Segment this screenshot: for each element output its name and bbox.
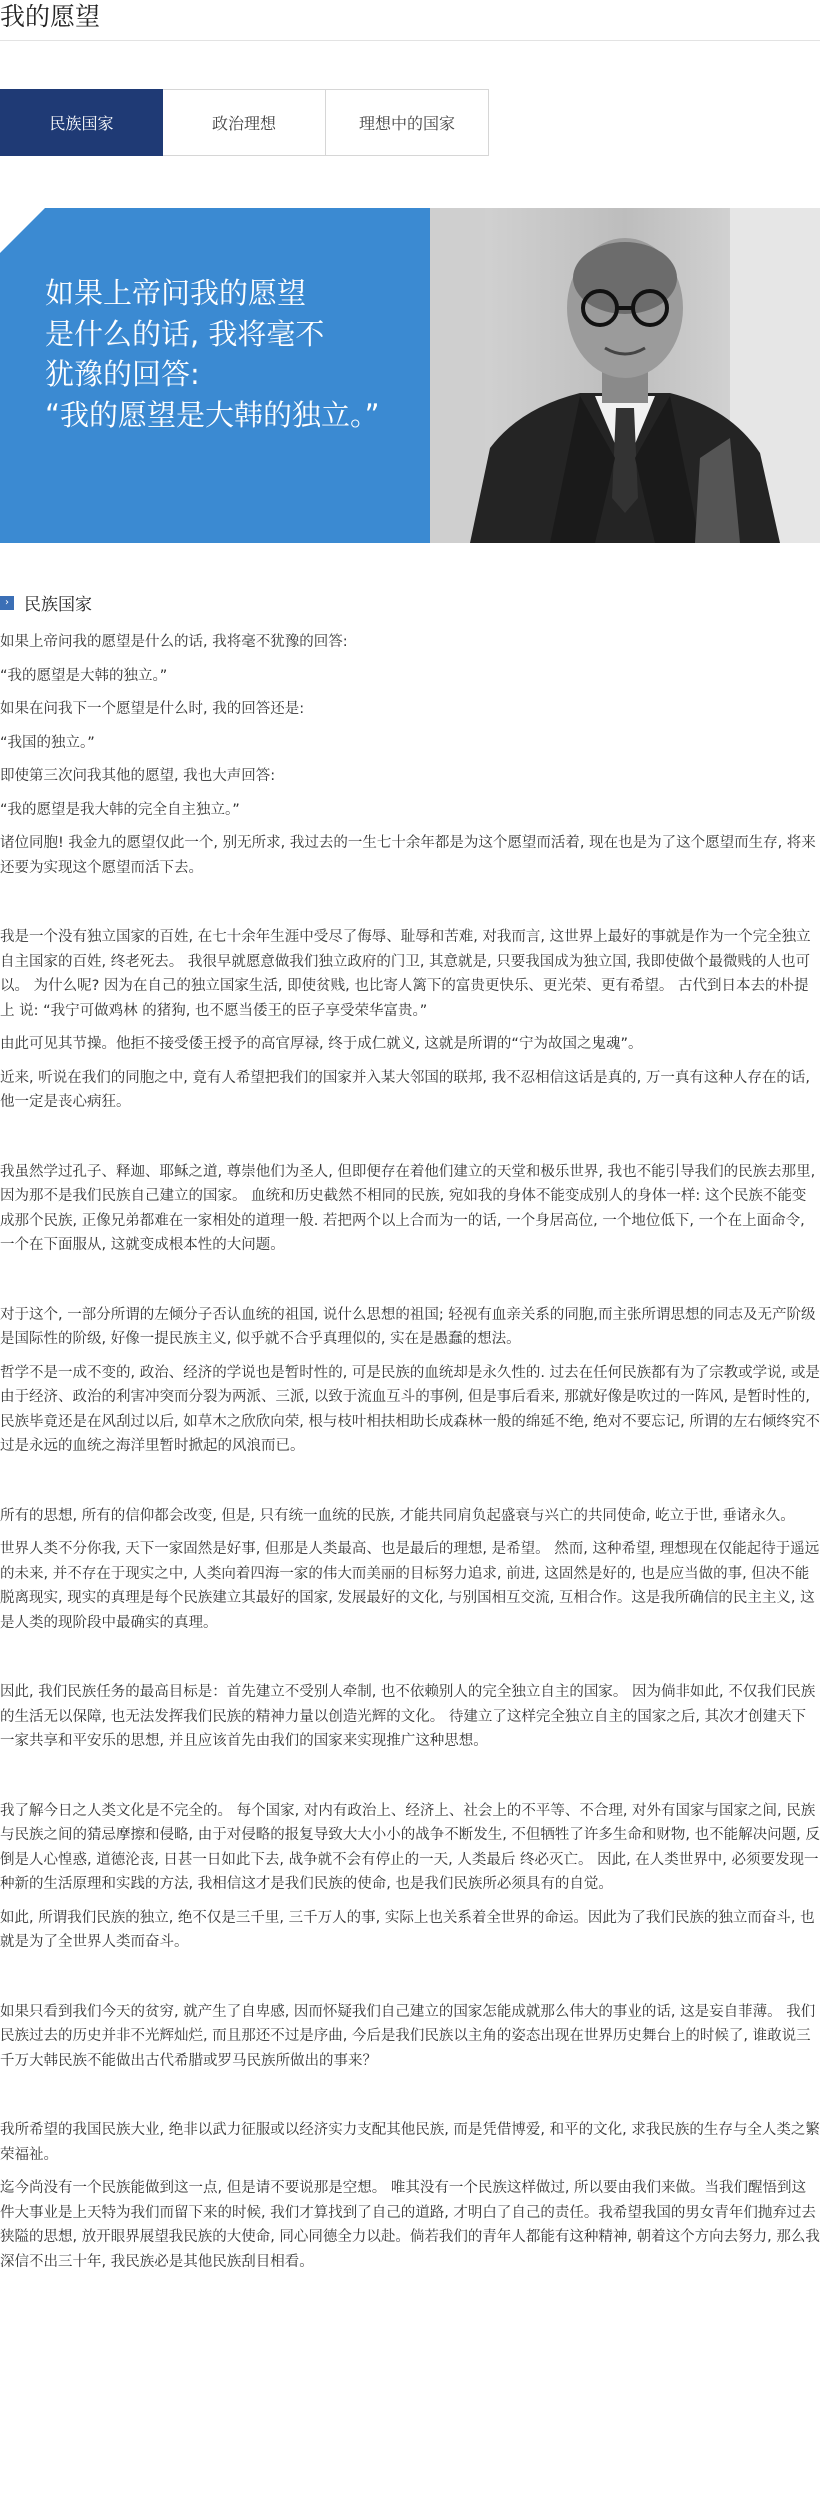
paragraph: 对于这个, 一部分所谓的左倾分子否认血统的祖国, 说什么思想的祖国; 轻视有血亲关系的同胞,而主张所谓思想的同志及无产阶级是国际性的阶级, 好像一提民族主义, 似乎就不合乎真理似的, 实在是愚蠢的想法。 <box>0 1306 816 1347</box>
paragraph: 如此, 所谓我们民族的独立, 绝不仅是三千里, 三千万人的事, 实际上也关系着全世界的命运。因此为了我们民族的独立而奋斗, 也就是为了全世界人类而奋斗。 <box>0 1909 815 1950</box>
paragraph: 如果在问我下一个愿望是什么时, 我的回答还是: <box>0 701 305 717</box>
paragraph: 近来, 听说在我们的同胞之中, 竟有人希望把我们的国家并入某大邻国的联邦, 我不忍相信这话是真的, 万一真有这种人存在的话, 他一定是丧心病狂。 <box>0 1069 810 1110</box>
tab-political-ideal[interactable]: 政治理想 <box>163 89 326 156</box>
page-title: 我的愿望 <box>0 2 101 31</box>
section-title: 民族国家 <box>24 595 92 615</box>
hero-quote: 如果上帝问我的愿望 是什么的话, 我将毫不 犹豫的回答: “我的愿望是大韩的独立。” <box>45 276 380 432</box>
paragraph: 世界人类不分你我, 天下一家固然是好事, 但那是人类最高、也是最后的理想, 是希望。 然而, 这种希望, 理想现在仅能起待于遥远的未来, 并不存在于现实之中, 人类向着四海一家的伟大而美丽的目标努力追求, 前进, 这固然是好的, 也是应当做的事, 但决不能脱离现实, 现实的真理是每个民族建立其最好的国家, 发展最好的文化, 与别国相互交流, 互相合作。这是我所确信的民主主义, 这是人类的现阶段中最确实的真理。 <box>0 1541 820 1631</box>
paragraph: 即使第三次问我其他的愿望, 我也大声回答: <box>0 768 276 784</box>
paragraph: 我了解今日之人类文化是不完全的。 每个国家, 对内有政治上、经济上、社会上的不平等、不合理, 对外有国家与国家之间, 民族与民族之间的猜忌摩擦和侵略, 由于对侵略的报复导致大大小小的战争不断发生, 不但牺牲了许多生命和财物, 也不能解决问题, 反倒是人心惶惑, 道德沦丧, 日甚一日如此下去, 战争就不会有停止的一天, 人类最后 终必灭亡。 因此, 在人类世界中, 必须要发现一种新的生活原理和实践的方法, 我相信这才是我们民族的使命, 也是我们民族所必须具有的自觉。 <box>0 1802 820 1892</box>
paragraph: 如果上帝问我的愿望是什么的话, 我将毫不犹豫的回答: <box>0 634 348 650</box>
tab-bar <box>0 89 489 156</box>
paragraph: “我国的独立。” <box>0 734 95 751</box>
title-divider <box>0 40 820 41</box>
tab-ideal-country[interactable]: 理想中的国家 <box>326 89 489 156</box>
paragraph: 我是一个没有独立国家的百姓, 在七十余年生涯中受尽了侮辱、耻辱和苦难, 对我而言, 这世界上最好的事就是作为一个完全独立自主国家的百姓, 终老死去。 我很早就愿意做我们独立政府的门卫, 其意就是, 只要我国成为独立国, 我即使做个最微贱的人也可以。 为什么呢? 因为在自己的独立国家生活, 即使贫贱, 也比寄人篱下的富贵更快乐、更光荣、更有希望。 古代到日本去的朴提上 说: “我宁可做鸡林 的猪狗, 也不愿当倭王的臣子享受荣华富贵。” <box>0 929 811 1019</box>
paragraph: 因此, 我们民族任务的最高目标是：首先建立不受别人牵制, 也不依赖别人的完全独立自主的国家。 因为倘非如此, 不仅我们民族的生活无以保障, 也无法发挥我们民族的精神力量以创造光辉的文化。 待建立了这样完全独立自主的国家之后, 其次才创建天下一家共享和平安乐的思想, 并且应该首先由我们的国家来实现推广这种思想。 <box>0 1684 816 1749</box>
paragraph: 所有的思想, 所有的信仰都会改变, 但是, 只有统一血统的民族, 才能共同肩负起盛衰与兴亡的共同使命, 屹立于世, 垂诸永久。 <box>0 1507 795 1524</box>
portrait-photo <box>430 208 820 543</box>
paragraph: 我虽然学过孔子、释迦、耶稣之道, 尊崇他们为圣人, 但即便存在着他们建立的天堂和极乐世界, 我也不能引导我们的民族去那里, 因为那不是我们民族自己建立的国家。 血统和历史截然不相同的民族, 宛如我的身体不能变成别人的身体一样: 这个民族不能变成那个民族, 正像兄弟都难在一家相处的道理一般. 若把两个以上合而为一的话, 一个身居高位, 一个地位低下, 一个在上面命令, 一个在下面服从, 这就变成根本性的大问题。 <box>0 1163 816 1253</box>
tab-nation-state[interactable]: 民族国家 <box>0 89 163 156</box>
hero-banner <box>0 208 820 543</box>
paragraph: “我的愿望是大韩的独立。” <box>0 667 168 684</box>
chevron-right-icon: › <box>0 596 14 610</box>
paragraph: 如果只看到我们今天的贫穷, 就产生了自卑感, 因而怀疑我们自己建立的国家怎能成就那么伟大的事业的话, 这是妄自菲薄。 我们民族过去的历史并非不光辉灿烂, 而且那还不过是序曲, 今后是我们民族以主角的姿态出现在世界历史舞台上的时候了, 谁敢说三千万大韩民族不能做出古代希腊或罗马民族所做出的事来？ <box>0 2003 816 2069</box>
paragraph: “我的愿望是我大韩的完全自主独立。” <box>0 801 240 818</box>
paragraph: 由此可见其节操。他拒不接受倭王授予的高官厚禄, 终于成仁就义, 这就是所谓的“宁为故国之鬼魂”。 <box>0 1036 643 1052</box>
portrait-illustration <box>430 208 820 543</box>
paragraph: 哲学不是一成不变的, 政治、经济的学说也是暂时性的, 可是民族的血统却是永久性的. 过去在任何民族都有为了宗教或学说, 或是由于经济、政治的利害冲突而分裂为两派、三派, 以致于流血互斗的事例, 但是事后看来, 那就好像是吹过的一阵风, 是暂时性的, 民族毕竟还是在风刮过以后, 如草木之欣欣向荣, 根与枝叶相扶相助长成森林一般的绵延不绝, 绝对不要忘记, 所谓的左右倾终究不过是永远的血统之海洋里暂时掀起的风浪而已。 <box>0 1364 820 1454</box>
hero-corner-notch <box>0 208 45 253</box>
paragraph: 我所希望的我国民族大业, 绝非以武力征服或以经济实力支配其他民族, 而是凭借博爱, 和平的文化, 求我民族的生存与全人类之繁荣福祉。 <box>0 2122 820 2163</box>
hero-quote-panel <box>0 208 430 543</box>
paragraph: 迄今尚没有一个民族能做到这一点, 但是请不要说那是空想。 唯其没有一个民族这样做过, 所以要由我们来做。当我们醒悟到这件大事业是上天特为我们而留下来的时候, 我们才算找到了自己的道路, 才明白了自己的责任。我希望我国的男女青年们抛弃过去狭隘的思想, 放开眼界展望我民族的大使命, 同心同德全力以赴。倘若我们的青年人都能有这种精神, 朝着这个方向去努力, 那么我深信不出三十年, 我民族必是其他民族刮目相看。 <box>0 2180 820 2270</box>
section-heading <box>0 590 92 615</box>
article-body <box>0 630 820 2283</box>
paragraph: 诸位同胞! 我金九的愿望仅此一个, 别无所求, 我过去的一生七十余年都是为这个愿望而活着, 现在也是为了这个愿望而生存, 将来还要为实现这个愿望而活下去。 <box>0 835 816 876</box>
